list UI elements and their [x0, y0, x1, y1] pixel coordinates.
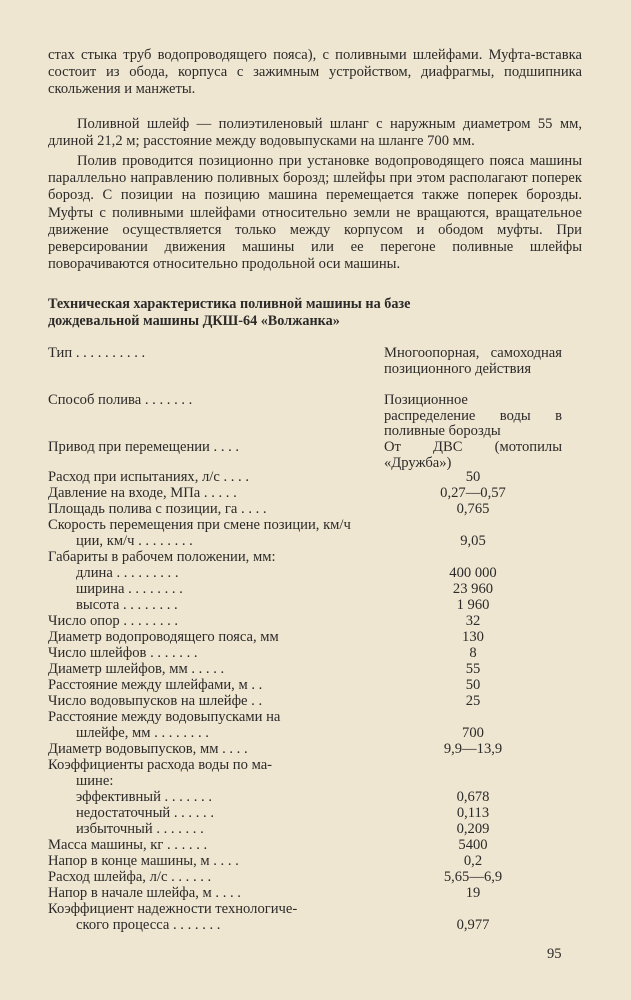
spec-value: От ДВС (мотопилы «Дружба») [384, 439, 562, 471]
paragraph-2: Поливной шлейф — полиэтиленовый шланг с наружным диаметром 55 мм, длиной 21,2 м; расстояние между водовыпусками на шланге 700 мм. [48, 116, 582, 150]
spec-label: Диаметр водовыпусков, мм . . . . [48, 742, 248, 757]
spec-value: Позиционное распределение воды в поливные борозды [384, 392, 562, 440]
spec-label-continuation: шине: [76, 774, 114, 789]
spec-value: 0,209 [456, 821, 490, 837]
spec-label: Скорость перемещения при смене позиции, км/ч [48, 518, 351, 533]
page-number: 95 [547, 946, 562, 962]
spec-label: Число опор . . . . . . . . [48, 614, 179, 629]
spec-value: 8 [469, 645, 477, 661]
spec-label: Расход при испытаниях, л/с . . . . [48, 470, 249, 485]
spec-label: Напор в начале шлейфа, м . . . . [48, 886, 241, 901]
spec-label-continuation: шлейфе, мм . . . . . . . . [76, 726, 209, 741]
spec-label: Масса машины, кг . . . . . . [48, 838, 208, 853]
spec-label: Габариты в рабочем положении, мм: [48, 550, 276, 565]
spec-value: 50 [465, 677, 481, 693]
spec-value: 0,27—0,57 [440, 485, 506, 501]
heading-line-2: дождевальной машины ДКШ-64 «Волжанка» [48, 313, 340, 329]
spec-value: 5400 [458, 837, 488, 853]
spec-value: 50 [465, 469, 481, 485]
spec-label: Число водовыпусков на шлейфе . . [48, 694, 263, 709]
spec-value: 25 [465, 693, 481, 709]
spec-value: 130 [462, 629, 484, 645]
spec-label: Коэффициент надежности технологиче- [48, 902, 298, 917]
spec-value: 0,2 [463, 853, 483, 869]
paragraph-3: Полив проводится позиционно при установке водопроводящего пояса машины параллельно направлению поливных борозд; шлейфы при этом располагают поперек борозд. С позиции на позицию машина перемещается также поперек борозды. Муфты с поливными шлейфами относительно земли не вращаются, вращательное движение осуществляется только между корпусом и ободом муфты. При реверсировании движения машины или ее перегоне поливные шлейфы поворачиваются относительно продольной оси машины. [48, 153, 582, 273]
spec-value: 5,65—6,9 [443, 869, 503, 885]
heading-line-1: Техническая характеристика поливной машины на базе [48, 296, 411, 312]
spec-value: 19 [465, 885, 481, 901]
spec-label: Расстояние между водовыпусками на [48, 710, 281, 725]
paragraph-1: стах стыка труб водопроводящего пояса), с поливными шлейфами. Муфта-вставка состоит из обода, корпуса с зажимным устройством, диафрагмы, подшипника скольжения и манжеты. [48, 47, 582, 98]
spec-value: 32 [465, 613, 481, 629]
spec-value: 0,977 [456, 917, 490, 933]
spec-value: Многоопорная, самоходная позиционного действия [384, 345, 562, 377]
spec-value: 23 960 [452, 581, 494, 597]
spec-value: 0,678 [456, 789, 490, 805]
spec-value: 9,05 [460, 533, 486, 549]
spec-value: 1 960 [456, 597, 490, 613]
spec-value: 55 [465, 661, 481, 677]
section-heading [48, 296, 588, 330]
spec-label: Тип . . . . . . . . . . [48, 346, 146, 361]
spec-label-continuation: ского процесса . . . . . . . [76, 918, 221, 933]
spec-label: Напор в конце машины, м . . . . [48, 854, 239, 869]
spec-value: 0,113 [456, 805, 490, 821]
spec-label: Расход шлейфа, л/с . . . . . . [48, 870, 212, 885]
spec-label: Привод при перемещении . . . . [48, 440, 240, 455]
spec-label: эффективный . . . . . . . [76, 790, 212, 805]
spec-label: Способ полива . . . . . . . [48, 393, 193, 408]
spec-label: Давление на входе, МПа . . . . . [48, 486, 237, 501]
spec-label: Диаметр шлейфов, мм . . . . . [48, 662, 225, 677]
spec-label: длина . . . . . . . . . [76, 566, 179, 581]
spec-label: избыточный . . . . . . . [76, 822, 204, 837]
spec-label: Коэффициенты расхода воды по ма- [48, 758, 273, 773]
spec-label-continuation: ции, км/ч . . . . . . . . [76, 534, 193, 549]
spec-label: ширина . . . . . . . . [76, 582, 183, 597]
spec-label: Диаметр водопроводящего пояса, мм [48, 630, 279, 645]
spec-label: недостаточный . . . . . . [76, 806, 214, 821]
spec-value: 9,9—13,9 [443, 741, 503, 757]
spec-value: 700 [462, 725, 484, 741]
spec-value: 400 000 [449, 565, 497, 581]
spec-label: Расстояние между шлейфами, м . . [48, 678, 263, 693]
spec-label: высота . . . . . . . . [76, 598, 178, 613]
spec-label: Площадь полива с позиции, га . . . . [48, 502, 267, 517]
spec-value: 0,765 [456, 501, 490, 517]
spec-label: Число шлейфов . . . . . . . [48, 646, 198, 661]
